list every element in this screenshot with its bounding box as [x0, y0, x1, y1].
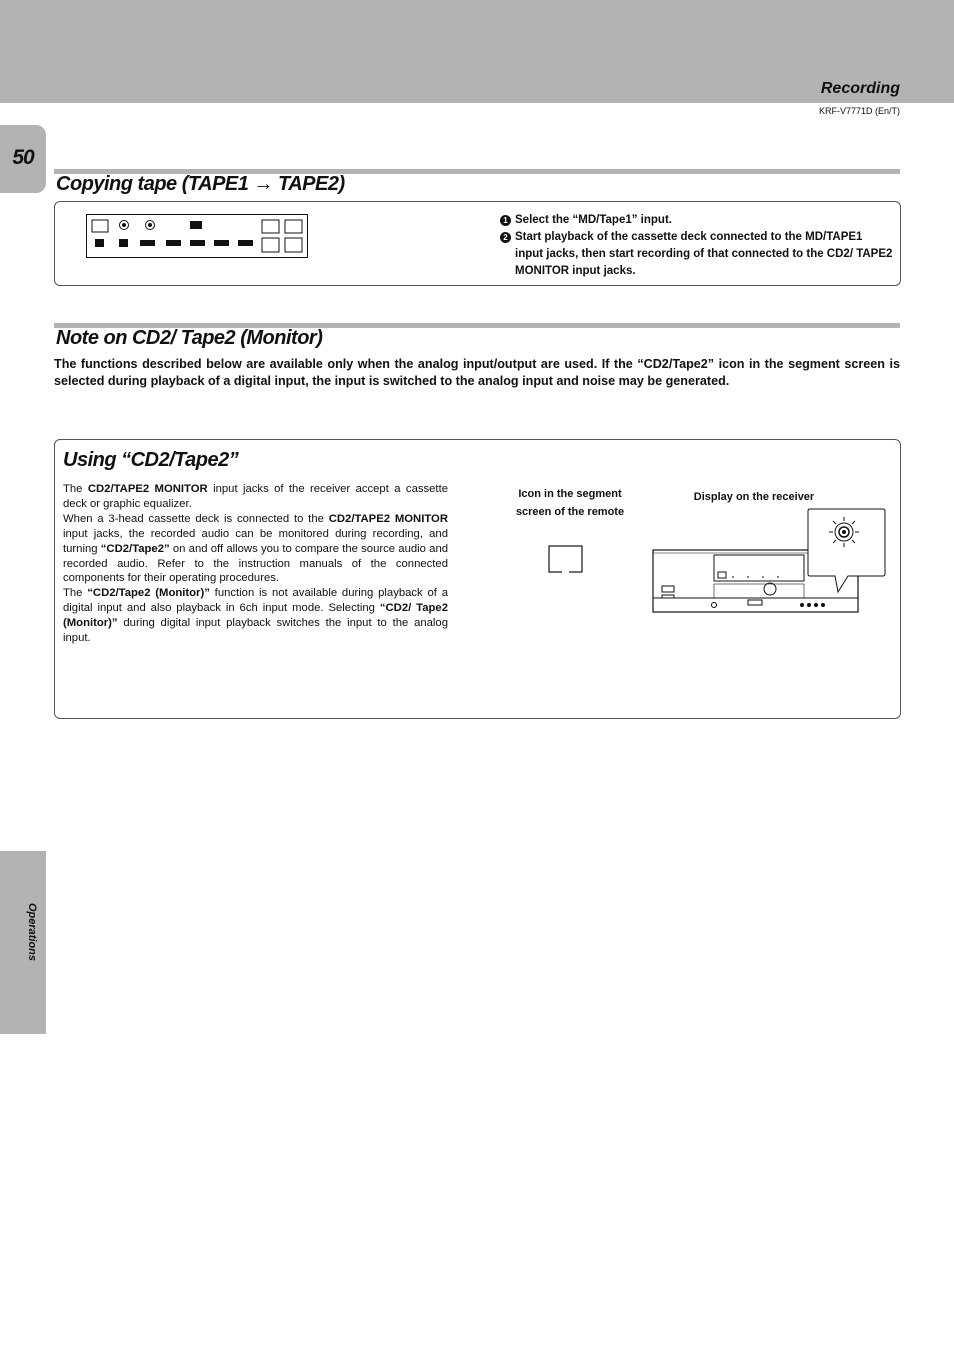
header-bar — [0, 0, 954, 103]
step-1 — [500, 212, 893, 229]
step-text: Select the “MD/Tape1” input. — [515, 214, 672, 226]
using-title: Using “CD2/Tape2” — [63, 449, 239, 471]
paragraph: The CD2/TAPE2 MONITOR input jacks of the receiver accept a cassette deck or graphic equalizer. — [63, 483, 448, 510]
side-tab — [0, 851, 46, 1034]
cd2-tape2-segment-icon — [548, 545, 584, 575]
using-body — [63, 482, 448, 646]
note-intro: The functions described below are available only when the analog input/output are used. If the “CD2/Tape2” icon in the segment screen is selected during playback of a digital input, the input is switched to the analog input and noise may be generated. — [54, 357, 900, 388]
label-receiver-display: Display on the receiver — [693, 491, 815, 503]
paragraph: The “CD2/Tape2 (Monitor)” function is not available during playback of a digital input and also playback in 6ch input mode. Selecting “CD2/ Tape2 (Monitor)” during digital input playback switches the input to the analog input. — [63, 587, 449, 645]
step-2 — [500, 229, 893, 280]
copy-title: Copying tape (TAPE1 → TAPE2) — [56, 173, 345, 195]
remote-segment-screen-illustration — [86, 214, 308, 258]
side-tab-label: Operations — [26, 902, 38, 962]
copy-steps — [500, 212, 893, 280]
model-number: KRF-V7771D (En/T) — [818, 106, 900, 116]
page-number: 50 — [12, 146, 34, 169]
step-number: 2 — [500, 232, 511, 243]
note-title: Note on CD2/ Tape2 (Monitor) — [56, 327, 323, 349]
step-text: Start playback of the cassette deck connected to the MD/TAPE1 input jacks, then start recording of that connected to the CD2/ TAPE2 MONITOR input jacks. — [515, 231, 893, 277]
receiver-front-panel-illustration — [652, 508, 886, 614]
section-title: Recording — [820, 80, 900, 97]
paragraph: When a 3-head cassette deck is connected to the CD2/TAPE2 MONITOR input jacks, the recorded audio can be monitored during recording, and turning “CD2/Tape2” on and off allows you to compare the source audio and recorded audio. Refer to the instruction manuals of the connected components for their operating procedures. — [63, 512, 449, 585]
step-number: 1 — [500, 215, 511, 226]
label-remote-icon: Icon in the segment screen of the remote — [515, 488, 625, 518]
